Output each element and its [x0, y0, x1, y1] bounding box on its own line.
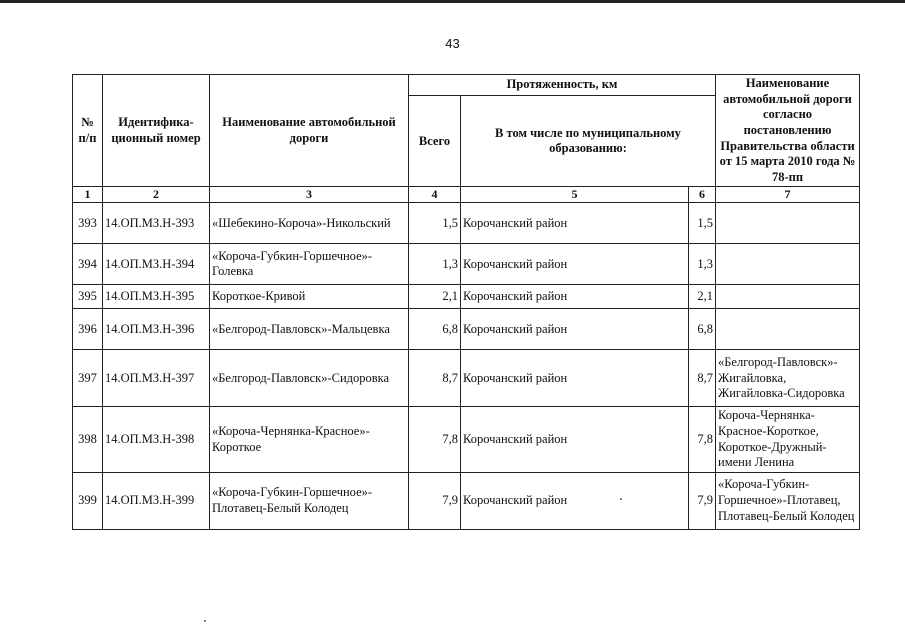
- row-district: Корочанский район: [461, 350, 689, 407]
- row-num: 396: [73, 309, 103, 350]
- row-id: 14.ОП.МЗ.Н-398: [103, 407, 210, 473]
- header-id: Идентифика-ционный номер: [103, 75, 210, 187]
- table-row: [73, 285, 860, 309]
- row-id: 14.ОП.МЗ.Н-393: [103, 203, 210, 244]
- header-num: № п/п: [73, 75, 103, 187]
- row-district-length: 1,3: [689, 244, 716, 285]
- table-row: [73, 350, 860, 407]
- scan-speck: [204, 620, 206, 622]
- row-district: Корочанский район: [461, 472, 689, 529]
- header-length-group: Протяженность, км: [409, 75, 716, 96]
- column-number: 4: [409, 187, 461, 203]
- row-gov-name: [716, 285, 860, 309]
- row-num: 398: [73, 407, 103, 473]
- column-number: 7: [716, 187, 860, 203]
- row-gov-name: [716, 203, 860, 244]
- row-total: 2,1: [409, 285, 461, 309]
- column-number: 6: [689, 187, 716, 203]
- header-total: Всего: [409, 96, 461, 187]
- row-district-length: 2,1: [689, 285, 716, 309]
- row-road-name: Короткое-Кривой: [210, 285, 409, 309]
- top-border-line: [0, 0, 905, 3]
- row-district-length: 7,9: [689, 472, 716, 529]
- row-district-length: 6,8: [689, 309, 716, 350]
- row-gov-name: «Белгород-Павловск»-Жигайловка, Жигайловка-Сидоровка: [716, 350, 860, 407]
- row-total: 7,8: [409, 407, 461, 473]
- row-district: Корочанский район: [461, 244, 689, 285]
- row-num: 399: [73, 472, 103, 529]
- row-road-name: «Короча-Губкин-Горшечное»-Голевка: [210, 244, 409, 285]
- row-id: 14.ОП.МЗ.Н-395: [103, 285, 210, 309]
- row-total: 6,8: [409, 309, 461, 350]
- row-district-length: 1,5: [689, 203, 716, 244]
- page-number: 43: [445, 36, 460, 51]
- row-gov-name: «Короча-Губкин-Горшечное»-Плотавец, Плотавец-Белый Колодец: [716, 472, 860, 529]
- header-gov-name: Наименование автомобильной дороги согласно постановлению Правительства области от 15 марта 2010 года № 78-пп: [716, 75, 860, 187]
- row-num: 394: [73, 244, 103, 285]
- row-total: 1,3: [409, 244, 461, 285]
- row-road-name: «Короча-Чернянка-Красное»-Короткое: [210, 407, 409, 473]
- row-gov-name: Короча-Чернянка-Красное-Короткое, Короткое-Дружный-имени Ленина: [716, 407, 860, 473]
- column-number: 2: [103, 187, 210, 203]
- column-number: 1: [73, 187, 103, 203]
- row-district: Корочанский район: [461, 309, 689, 350]
- row-road-name: «Короча-Губкин-Горшечное»-Плотавец-Белый Колодец: [210, 472, 409, 529]
- row-district: Корочанский район: [461, 203, 689, 244]
- table-row: [73, 407, 860, 473]
- row-total: 7,9: [409, 472, 461, 529]
- row-total: 1,5: [409, 203, 461, 244]
- table-row: [73, 203, 860, 244]
- row-num: 397: [73, 350, 103, 407]
- row-id: 14.ОП.МЗ.Н-394: [103, 244, 210, 285]
- table-row: [73, 472, 860, 529]
- row-num: 393: [73, 203, 103, 244]
- row-district-length: 7,8: [689, 407, 716, 473]
- column-number: 5: [461, 187, 689, 203]
- column-number: 3: [210, 187, 409, 203]
- table-row: [73, 309, 860, 350]
- row-total: 8,7: [409, 350, 461, 407]
- scan-speck: [620, 498, 622, 500]
- row-id: 14.ОП.МЗ.Н-399: [103, 472, 210, 529]
- row-num: 395: [73, 285, 103, 309]
- header-muni: В том числе по муниципальному образованию:: [461, 96, 716, 187]
- row-gov-name: [716, 309, 860, 350]
- row-road-name: «Шебекино-Короча»-Никольский: [210, 203, 409, 244]
- row-gov-name: [716, 244, 860, 285]
- row-id: 14.ОП.МЗ.Н-397: [103, 350, 210, 407]
- column-number-row: [73, 187, 860, 203]
- roads-table: [72, 74, 860, 530]
- row-district: Корочанский район: [461, 285, 689, 309]
- row-district-length: 8,7: [689, 350, 716, 407]
- table-row: [73, 244, 860, 285]
- header-road-name: Наименование автомобильной дороги: [210, 75, 409, 187]
- row-road-name: «Белгород-Павловск»-Мальцевка: [210, 309, 409, 350]
- row-road-name: «Белгород-Павловск»-Сидоровка: [210, 350, 409, 407]
- row-id: 14.ОП.МЗ.Н-396: [103, 309, 210, 350]
- row-district: Корочанский район: [461, 407, 689, 473]
